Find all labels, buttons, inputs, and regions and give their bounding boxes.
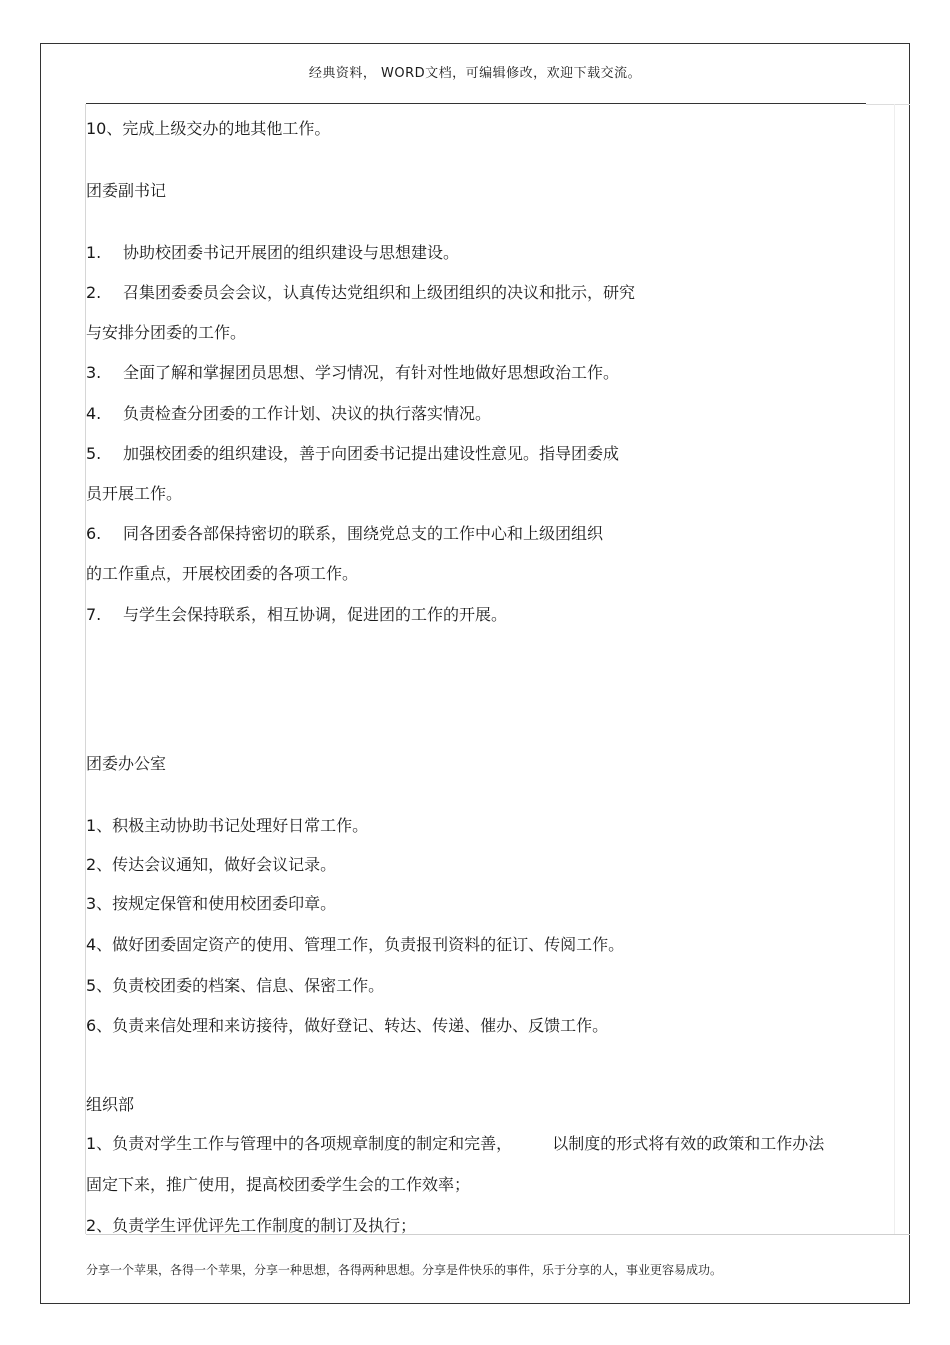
organization-item-1-continuation: 固定下来，推广使用，提高校团委学生会的工作效率； xyxy=(86,1175,471,1194)
item-number: 1. xyxy=(86,243,102,262)
office-item-4: 4、做好团委固定资产的使用、管理工作，负责报刊资料的征订、传阅工作。 xyxy=(86,935,625,954)
item-text-part-1: 1、负责对学生工作与管理中的各项规章制度的制定和完善， xyxy=(86,1134,513,1153)
item-number: 5. xyxy=(86,444,102,463)
item-number: 7. xyxy=(86,605,102,624)
item-number: 4. xyxy=(86,404,102,423)
organization-item-1 xyxy=(86,1134,824,1154)
page-header: 经典资料， WORD文档，可编辑修改，欢迎下载交流。 xyxy=(308,66,642,81)
office-heading: 团委办公室 xyxy=(86,754,167,773)
header-divider-light xyxy=(866,104,910,105)
item-text-part-2: 以制度的形式将有效的政策和工作办法 xyxy=(552,1134,825,1153)
item-text: 与学生会保持联系，相互协调，促进团的工作的开展。 xyxy=(123,605,508,624)
page-footer: 分享一个苹果，各得一个苹果，分享一种思想，各得两种思想。分享是件快乐的事件，乐于分享的人，事业更容易成功。 xyxy=(86,1263,723,1277)
deputy-item-2-continuation: 与安排分团委的工作。 xyxy=(86,323,247,342)
page-frame xyxy=(40,43,910,1304)
item-text: 协助校团委书记开展团的组织建设与思想建设。 xyxy=(123,243,460,262)
office-item-3: 3、按规定保管和使用校团委印章。 xyxy=(86,894,337,913)
item-number: 2. xyxy=(86,283,102,302)
item-text: 召集团委委员会会议，认真传达党组织和上级团组织的决议和批示，研究 xyxy=(123,283,636,302)
item-text: 加强校团委的组织建设，善于向团委书记提出建设性意见。指导团委成 xyxy=(123,444,620,463)
footer-divider xyxy=(86,1234,910,1235)
deputy-item-6-continuation: 的工作重点，开展校团委的各项工作。 xyxy=(86,564,359,583)
deputy-item-2 xyxy=(86,283,635,303)
deputy-item-1 xyxy=(86,243,459,263)
right-margin-line xyxy=(894,104,895,1234)
deputy-item-5-continuation: 员开展工作。 xyxy=(86,484,183,503)
left-margin-line xyxy=(85,104,86,1234)
item-text: 同各团委各部保持密切的联系，围绕党总支的工作中心和上级团组织 xyxy=(123,524,604,543)
office-item-2: 2、传达会议通知，做好会议记录。 xyxy=(86,855,337,874)
deputy-item-5 xyxy=(86,444,619,464)
item-text: 负责检查分团委的工作计划、决议的执行落实情况。 xyxy=(123,404,492,423)
organization-item-2: 2、负责学生评优评先工作制度的制订及执行； xyxy=(86,1216,417,1235)
deputy-heading: 团委副书记 xyxy=(86,181,167,200)
office-item-5: 5、负责校团委的档案、信息、保密工作。 xyxy=(86,976,385,995)
organization-heading: 组织部 xyxy=(86,1095,135,1114)
intro-item: 10、完成上级交办的地其他工作。 xyxy=(86,119,331,138)
item-number: 6. xyxy=(86,524,102,543)
item-text: 全面了解和掌握团员思想、学习情况，有针对性地做好思想政治工作。 xyxy=(123,363,620,382)
item-number: 3. xyxy=(86,363,102,382)
deputy-item-7 xyxy=(86,605,507,625)
deputy-item-4 xyxy=(86,404,491,424)
deputy-item-3 xyxy=(86,363,619,383)
header-divider xyxy=(86,103,866,104)
office-item-1: 1、积极主动协助书记处理好日常工作。 xyxy=(86,816,369,835)
office-item-6: 6、负责来信处理和来访接待，做好登记、转达、传递、催办、反馈工作。 xyxy=(86,1016,609,1035)
deputy-item-6 xyxy=(86,524,603,544)
